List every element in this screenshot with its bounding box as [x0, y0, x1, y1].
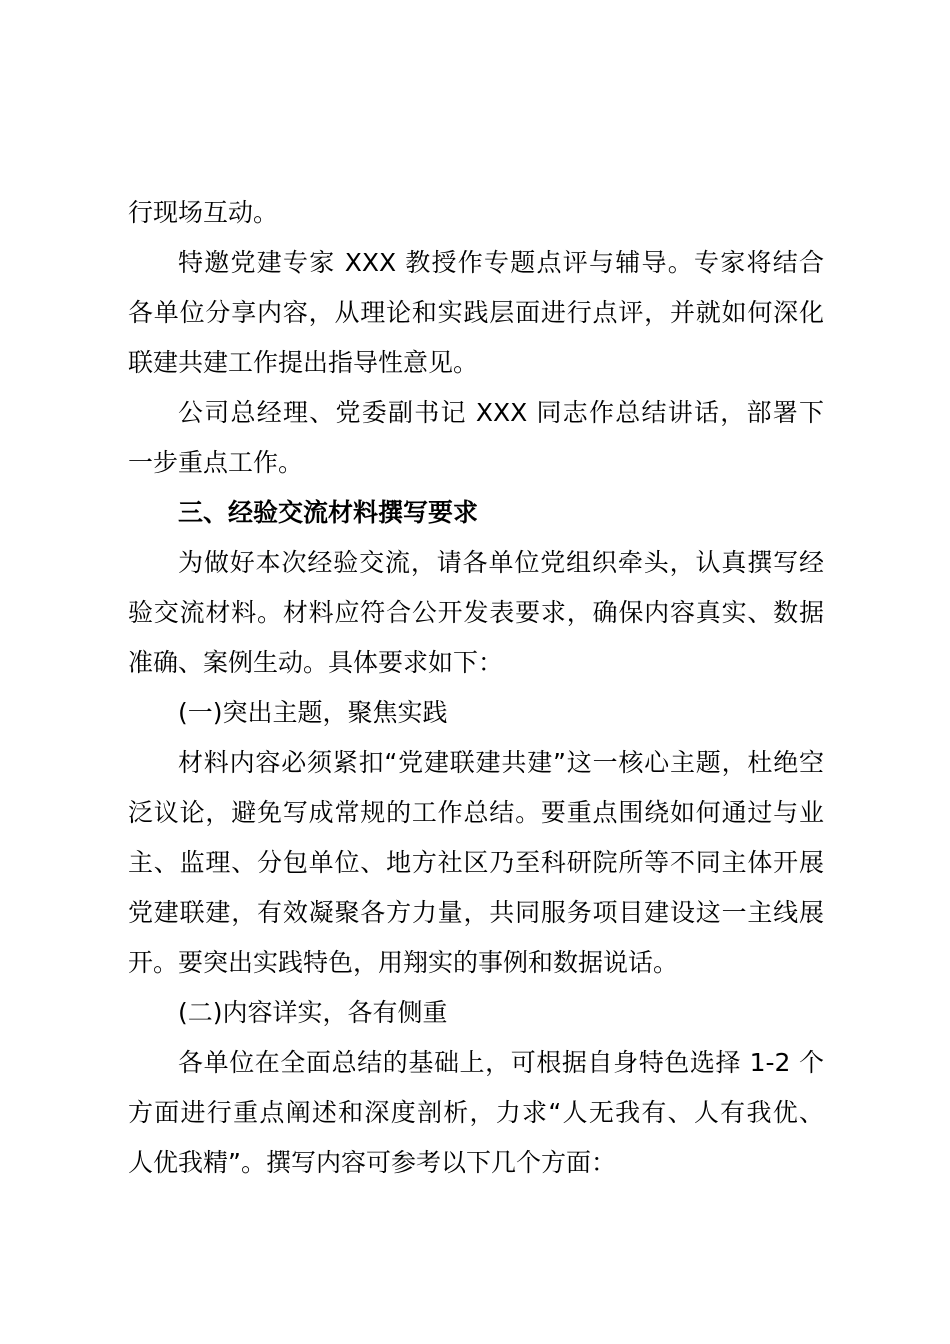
paragraph-line: 一步重点工作。 — [128, 448, 304, 477]
paragraph-line: 材料内容必须紧扣“党建联建共建”这一核心主题，杜绝空 — [178, 748, 824, 777]
subsection-heading: (一)突出主题，聚焦实践 — [178, 698, 448, 727]
paragraph-line: 验交流材料。材料应符合公开发表要求，确保内容真实、数据 — [128, 598, 824, 627]
paragraph-line: 泛议论，避免写成常规的工作总结。要重点围绕如何通过与业 — [128, 798, 824, 827]
paragraph-line: 为做好本次经验交流，请各单位党组织牵头，认真撰写经 — [178, 548, 824, 577]
paragraph-line: 人优我精”。撰写内容可参考以下几个方面： — [128, 1148, 616, 1177]
paragraph-line: 各单位分享内容，从理论和实践层面进行点评，并就如何深化 — [128, 298, 824, 327]
paragraph-line: 各单位在全面总结的基础上，可根据自身特色选择 1-2 个 — [178, 1048, 824, 1077]
document-body — [128, 188, 824, 1188]
paragraph-line: 党建联建，有效凝聚各方力量，共同服务项目建设这一主线展 — [128, 898, 824, 927]
paragraph-line: 开。要突出实践特色，用翔实的事例和数据说话。 — [128, 948, 679, 977]
paragraph-line: 方面进行重点阐述和深度剖析，力求“人无我有、人有我优、 — [128, 1098, 824, 1127]
paragraph-line: 联建共建工作提出指导性意见。 — [128, 348, 479, 377]
subsection-heading: (二)内容详实，各有侧重 — [178, 998, 448, 1027]
paragraph-line: 主、监理、分包单位、地方社区乃至科研院所等不同主体开展 — [128, 848, 824, 877]
paragraph-line: 准确、案例生动。具体要求如下： — [128, 648, 504, 677]
paragraph-line: 行现场互动。 — [128, 198, 279, 227]
paragraph-line: 公司总经理、党委副书记 XXX 同志作总结讲话，部署下 — [178, 398, 824, 427]
section-heading: 三、经验交流材料撰写要求 — [178, 498, 479, 527]
paragraph-line: 特邀党建专家 XXX 教授作专题点评与辅导。专家将结合 — [178, 248, 824, 277]
